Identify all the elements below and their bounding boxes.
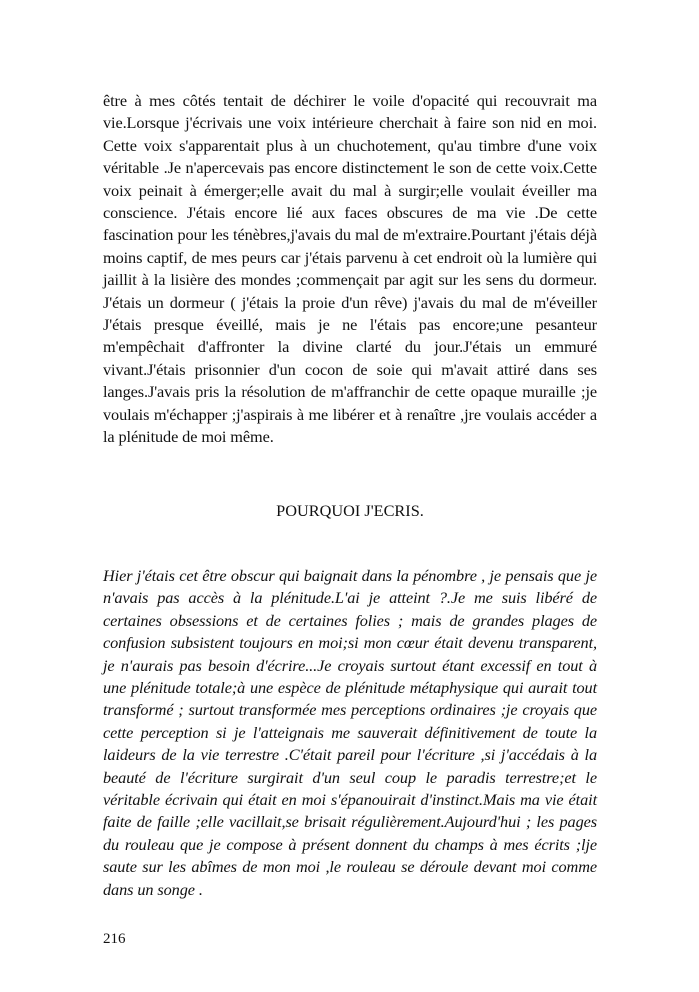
- page-number: 216: [103, 931, 126, 947]
- italic-paragraph: Hier j'étais cet être obscur qui baignait dans la pénombre , je pensais que je n'avais pas accès à la plénitude.L'ai je atteint ?.Je me suis libéré de certaines obsessions et de certaines folies ; mais de grandes plages de confusion subsistent toujours en moi;si mon cœur était devenu transparent, je n'aurais pas besoin d'écrire...Je croyais surtout étant excessif en tout à une plénitude totale;à une espèce de plénitude métaphysique qui aurait tout transformé ; surtout transformée mes perceptions ordinaires ;je croyais que cette perception si je l'atteignais me sauverait définitivement de toute la laideurs de la vie terrestre .C'était pareil pour l'écriture ,si j'accédais à la beauté de l'écriture surgirait d'un seul coup le paradis terrestre;et le véritable écrivain qui était en moi s'épanouirait d'instinct.Mais ma vie était faite de faille ;elle vacillait,se brisait régulièrement.Aujourd'hui ; les pages du rouleau que je compose à présent donnent du champs à mes écrits ;lje saute sur les abîmes de mon moi ,le rouleau se déroule devant moi comme dans un songe .: [103, 566, 597, 899]
- body-paragraph: être à mes côtés tentait de déchirer le voile d'opacité qui recouvrait ma vie.Lorsque j'écrivais une voix intérieure cherchait à faire son nid en moi. Cette voix s'apparentait plus à un chuchotement, qu'au timbre d'une voix véritable .Je n'apercevais pas encore distinctement le son de cette voix.Cette voix peinait à émerger;elle avait du mal à surgir;elle voulait éveiller ma conscience. J'étais encore lié aux faces obscures de ma vie .De cette fascination pour les ténèbres,j'avais du mal de m'extraire.Pourtant j'étais déjà moins captif, de mes peurs car j'étais parvenu à cet endroit où la lumière qui jaillit à la lisière des mondes ;commençait par agit sur les sens du dormeur. J'étais un dormeur ( j'étais la proie d'un rêve) j'avais du mal de m'éveiller J'étais presque éveillé, mais je ne l'étais pas encore;une pesanteur m'empêchait d'affronter la divine clarté du jour.J'étais un emmuré vivant.J'étais prisonnier d'un cocon de soie qui m'avait attiré dans ses langes.J'avais pris la résolution de m'affranchir de cette opaque muraille ;je voulais m'échapper ;j'aspirais à me libérer et à renaître ,jre voulais accéder a la plénitude de moi même.: [103, 91, 597, 447]
- section-title: POURQUOI J'ECRIS.: [276, 501, 424, 520]
